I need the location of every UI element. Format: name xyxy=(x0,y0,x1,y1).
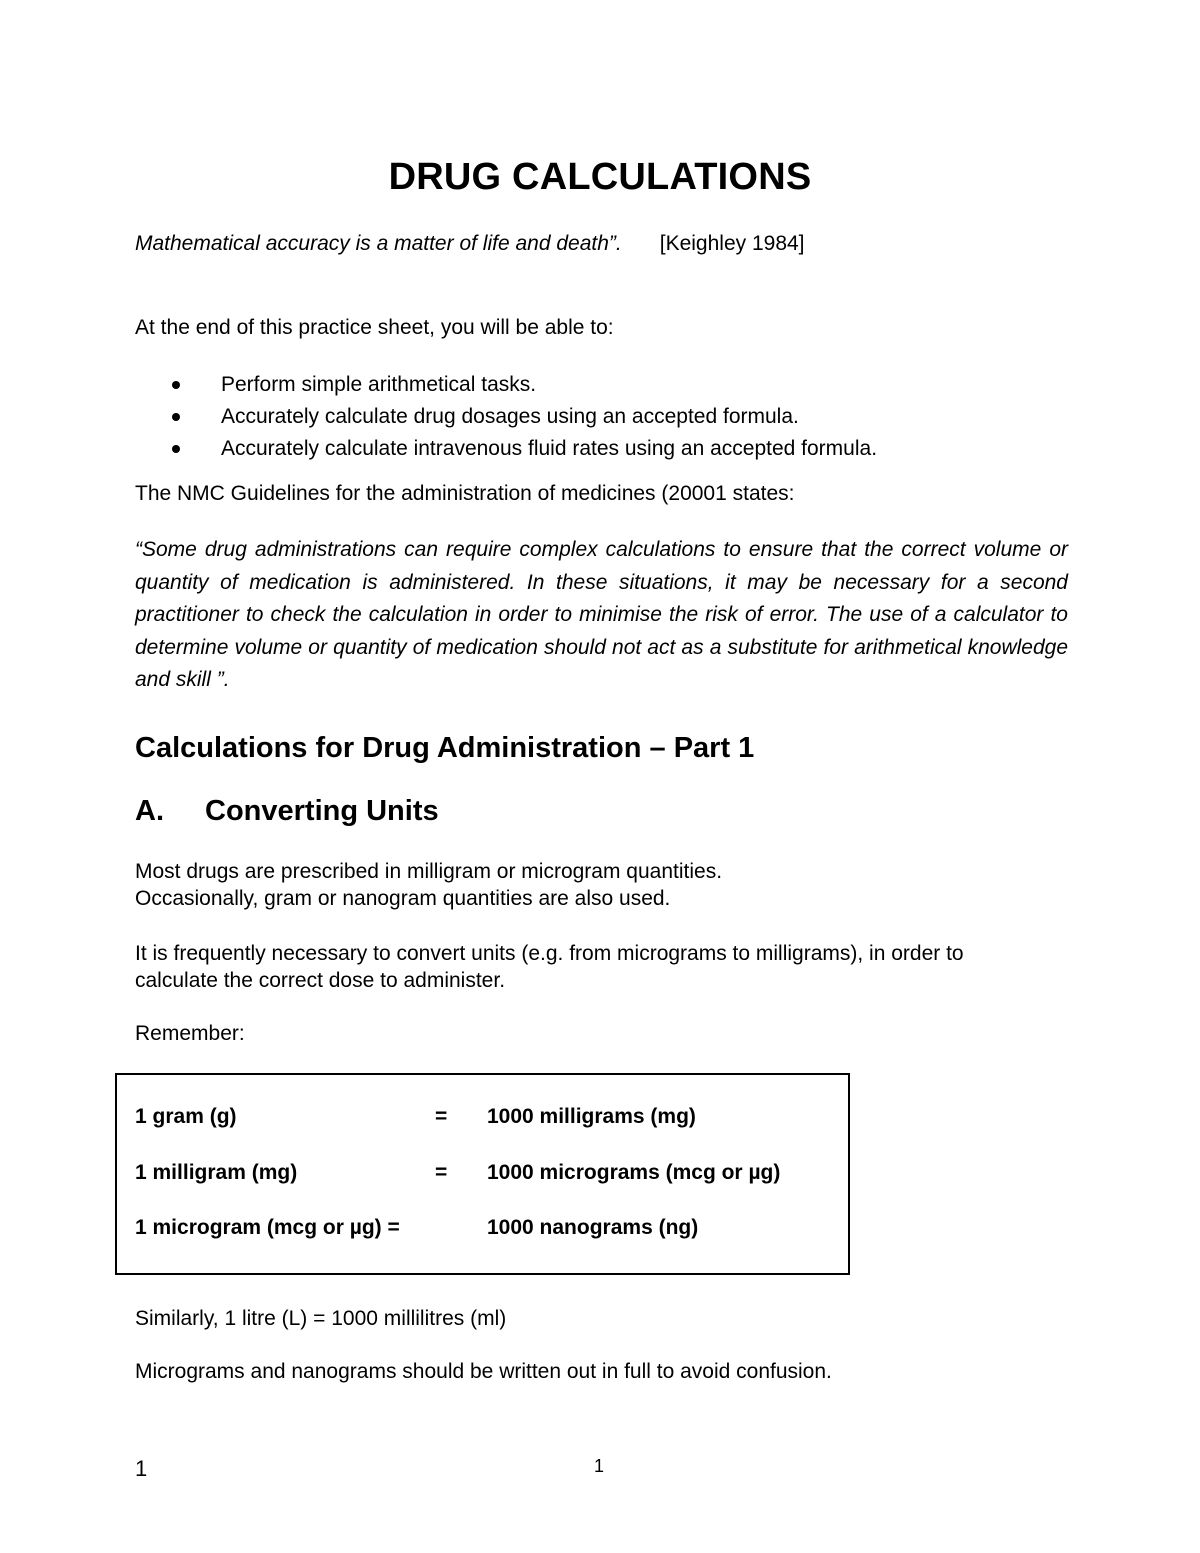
written-out-note: Micrograms and nanograms should be written out in full to avoid confusion. xyxy=(135,1360,832,1383)
nmc-quote: “Some drug administrations can require complex calculations to ensure that the correct volume or quantity of medication is administered. In these situations, it may be necessary for a second practitioner to check the calculation in order to minimise the risk of error. The use of a calculator to determine volume or quantity of medication should not act as a substitute for arithmetical knowledge and skill ”. xyxy=(135,538,1068,691)
prescribed-paragraph: Most drugs are prescribed in milligram or microgram quantities. Occasionally, gram or nanogram quantities are also used. xyxy=(135,860,723,910)
section-heading: Calculations for Drug Administration – Part 1 xyxy=(135,732,755,764)
objectives-list xyxy=(135,369,877,465)
epigraph-quote xyxy=(135,232,805,256)
page-number-left: 1 xyxy=(135,1456,148,1481)
nmc-statement: The NMC Guidelines for the administration of medicines (20001 states: xyxy=(135,482,795,505)
convert-paragraph: It is frequently necessary to convert units (e.g. from micrograms to milligrams), in order to calculate the correct dose to administer. xyxy=(135,942,964,992)
page-number-center: 1 xyxy=(594,1456,605,1476)
bullet-icon xyxy=(172,413,180,421)
remember-label: Remember: xyxy=(135,1022,245,1045)
subsection-title: Converting Units xyxy=(205,795,439,827)
bullet-icon xyxy=(172,445,180,453)
page-title: DRUG CALCULATIONS xyxy=(388,156,812,198)
list-item: Accurately calculate intravenous fluid rates using an accepted formula. xyxy=(135,433,877,465)
epigraph-text: Mathematical accuracy is a matter of life and death”. xyxy=(135,232,622,255)
subsection-letter: A. xyxy=(135,795,164,827)
list-item: Accurately calculate drug dosages using an accepted formula. xyxy=(135,401,877,433)
litre-note: Similarly, 1 litre (L) = 1000 millilitres (ml) xyxy=(135,1307,507,1330)
conversion-table: 1 gram (g) = 1000 milligrams (mg) 1 milligram (mg) = 1000 micrograms (mcg or µg) 1 microgram (mcg or µg) = 1000 nanograms (ng) xyxy=(115,1073,850,1275)
epigraph-reference: [Keighley 1984] xyxy=(659,232,805,255)
subsection-heading xyxy=(135,795,439,828)
bullet-icon xyxy=(172,381,180,389)
objectives-intro: At the end of this practice sheet, you will be able to: xyxy=(135,316,614,339)
list-item: Perform simple arithmetical tasks. xyxy=(135,369,877,401)
